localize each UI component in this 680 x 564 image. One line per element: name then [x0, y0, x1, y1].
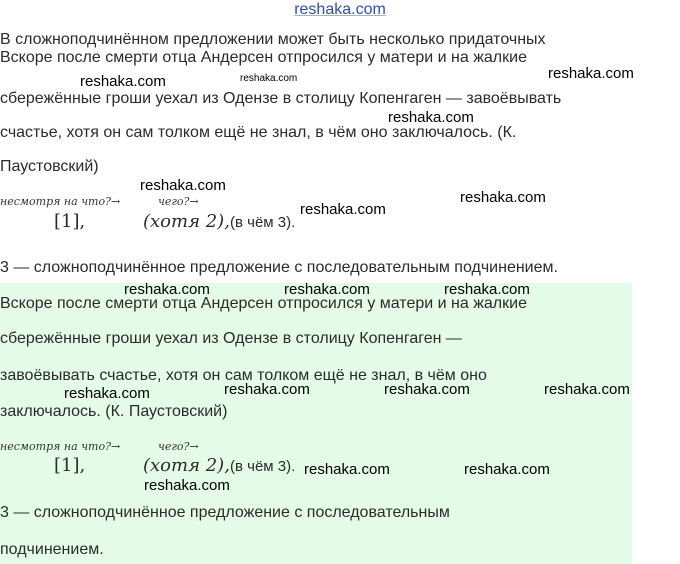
watermark: reshaka.com: [124, 281, 210, 298]
watermark: reshaka.com: [80, 73, 166, 90]
block2-line-4: заключалось. (К. Паустовский): [0, 403, 228, 420]
block2-conclusion-line-2: подчинением.: [0, 541, 104, 558]
block2-line-1: Вскоре после смерти отца Андерсен отпросился у матери и на жалкие: [0, 295, 527, 312]
block1-line-3: счастье, хотя он сам толком ещё не знал, в чём оно заключалось. (К.: [0, 124, 517, 141]
block2-scheme-clause-2: (хотя 2),: [143, 455, 230, 476]
watermark: reshaka.com: [384, 381, 470, 398]
block1-line-4: Паустовский): [0, 158, 99, 175]
watermark: reshaka.com: [224, 381, 310, 398]
site-title-link[interactable]: reshaka.com: [294, 1, 386, 18]
block1-scheme-clause-3: (в чём 3).: [230, 214, 296, 231]
block2-line-3: завоёвывать счастье, хотя он сам толком ещё не знал, в чём оно: [0, 367, 487, 384]
watermark: reshaka.com: [388, 109, 474, 126]
block1-annotation-question-1: несмотря на что?→: [0, 195, 121, 208]
watermark: reshaka.com: [444, 281, 530, 298]
block1-scheme-main-clause: [1],: [54, 211, 86, 232]
watermark: reshaka.com: [284, 281, 370, 298]
watermark: reshaka.com: [64, 385, 150, 402]
watermark: reshaka.com: [140, 177, 226, 194]
watermark: reshaka.com: [304, 461, 390, 478]
block2-conclusion-line-1: 3 — сложноподчинённое предложение с последовательным: [0, 504, 450, 521]
watermark: reshaka.com: [464, 461, 550, 478]
block1-scheme-clause-2: (хотя 2),: [143, 211, 230, 232]
watermark: reshaka.com: [460, 189, 546, 206]
watermark: reshaka.com: [240, 73, 298, 84]
block1-line-2: сбережённые гроши уехал из Одензе в столицу Копенгаген — завоёвывать: [0, 90, 562, 107]
watermark: reshaka.com: [544, 381, 630, 398]
block2-annotation-question-2: чего?→: [158, 440, 199, 453]
block1-annotation-question-2: чего?→: [158, 195, 199, 208]
block1-conclusion: 3 — сложноподчинённое предложение с последовательным подчинением.: [0, 259, 558, 276]
clipped-text-line: В сложноподчинённом предложении может быть несколько придаточных: [0, 31, 546, 48]
block1-line-1: Вскоре после смерти отца Андерсен отпросился у матери и на жалкие: [0, 49, 527, 66]
block2-line-2: сбережённые гроши уехал из Одензе в столицу Копенгаген —: [0, 330, 462, 347]
block2-annotation-question-1: несмотря на что?→: [0, 440, 121, 453]
block2-scheme-clause-3: (в чём 3).: [230, 458, 296, 475]
watermark: reshaka.com: [300, 201, 386, 218]
watermark: reshaka.com: [144, 477, 230, 494]
watermark: reshaka.com: [548, 65, 634, 82]
block2-scheme-main-clause: [1],: [54, 455, 86, 476]
